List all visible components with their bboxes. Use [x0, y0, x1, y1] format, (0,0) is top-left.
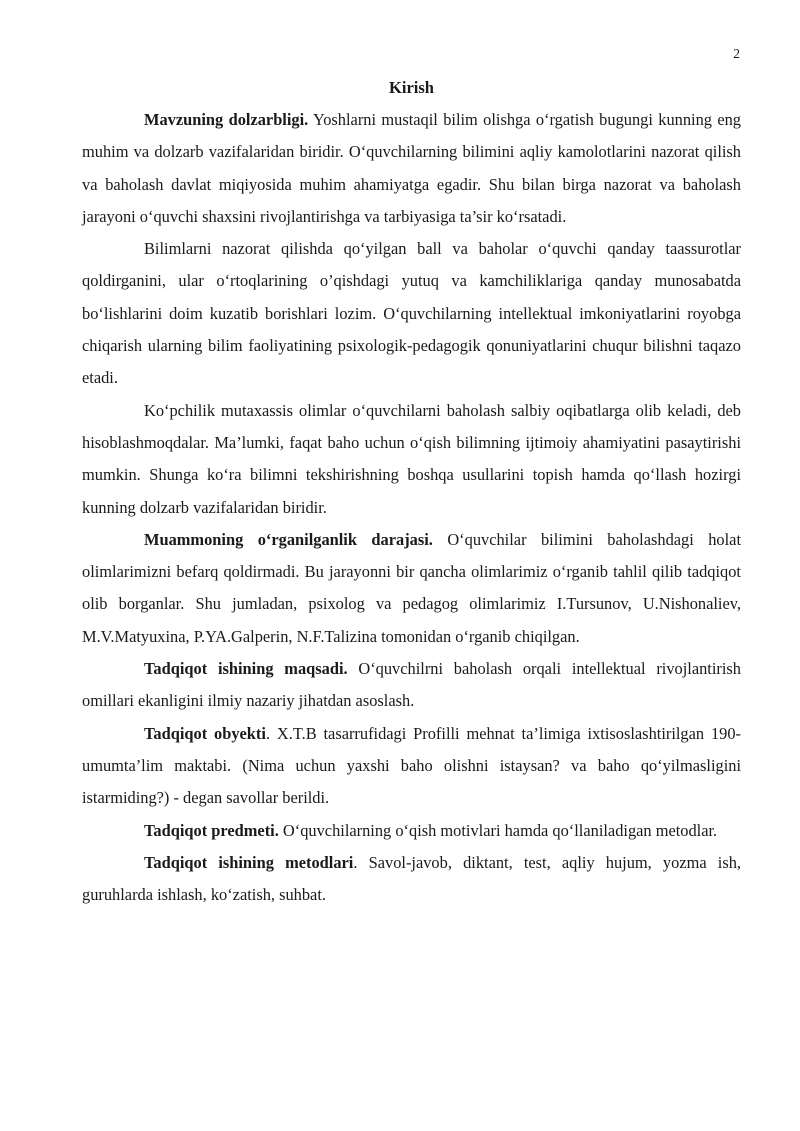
section-title: Kirish: [389, 78, 434, 97]
paragraph-relevance: [82, 104, 741, 233]
paragraph-subject: [82, 815, 741, 847]
paragraph-text: O‘quvchilar bilimini baholashdagi holat olimlarimizni befarq qoldirmadi. Bu jarayonni bir qancha olimlarimiz o‘rganib tahlil qilib tadqiqot olib borganlar. Shu jumladan, psixolog va pedagog olimlarimiz I.Tursunov, U.Nishonaliev, M.V.Matyuxina, P.YA.Galperin, N.F.Talizina tomonidan o‘rganib chiqilgan.: [82, 529, 742, 646]
paragraph-heading: Mavzuning dolzarbligi.: [144, 110, 309, 129]
paragraph-heading: Tadqiqot obyekti: [144, 723, 266, 743]
paragraph-heading: Tadqiqot ishining maqsadi.: [144, 659, 348, 679]
paragraph-text: . Savol-javob, diktant, test, aqliy hujum, yozma ish, guruhlarda ishlash, ko‘zatish, suhbat.: [82, 852, 742, 905]
paragraph-heading: Muammoning o‘rganilganlik darajasi.: [144, 529, 433, 549]
page-number: 2: [733, 46, 740, 61]
paragraph-object: [82, 718, 741, 815]
paragraph-heading: Tadqiqot ishining metodlari: [144, 852, 354, 872]
document-body: [82, 72, 741, 911]
paragraph-text: Yoshlarni mustaqil bilim olishga o‘rgatish bugungi kunning eng muhim va dolzarb vazifalaridan biridir. O‘quvchilarning bilimini aqliy kamolotlarini nazorat qilish va baholash davlat miqiyosida muhim ahamiyatga egadir. Shu bilan birga nazorat va baholash jarayoni o‘quvchi shaxsini rivojlantirishga va tarbiyasiga ta’sir ko‘rsatadi.: [82, 110, 742, 226]
paragraph-text: O‘quvchilrni baholash orqali intellektual rivojlantirish omillari ekanligini ilmiy nazariy jihatdan asoslash.: [82, 659, 742, 711]
paragraph-heading: Tadqiqot predmeti.: [144, 820, 279, 840]
paragraph-text: Bilimlarni nazorat qilishda qo‘yilgan ball va baholar o‘quvchi qanday taassurotlar qoldirganini, ular o‘rtoqlarining o’qishdagi yutuq va kamchiliklariga qanday munosabatda bo‘lishlarini doim kuzatib borishlari lozim. O‘quvchilarning intellektual imkoniyatlarini royobga chiqarish ularning bilim faoliyatining psixologik-pedagogik qonuniyatlarini chuqur bilishni taqazo etadi.: [82, 239, 741, 388]
paragraph-text: . X.T.B tasarrufidagi Profilli mehnat ta’limiga ixtisoslashtirilgan 190-umumta’lim maktabi. (Nima uchun yaxshi baho olishni istaysan? va baho qo‘yilmasligini istarmiding?) - degan savollar berildi.: [82, 723, 741, 808]
paragraph-problem-study: [82, 524, 741, 653]
paragraph-methods: [82, 847, 741, 912]
paragraph-assessment: [82, 233, 741, 394]
paragraph-goal: [82, 653, 741, 718]
paragraph-specialists: [82, 395, 741, 524]
paragraph-text: Ko‘pchilik mutaxassis olimlar o‘quvchilarni baholash salbiy oqibatlarga olib keladi, deb hisoblashmoqdalar. Ma’lumki, faqat baho uchun o‘qish bilimning ijtimoiy ahamiyatini pasaytirishi mumkin. Shunga ko‘ra bilimni tekshirishning boshqa usullarini topish hamda qo‘llash hozirgi kunning dolzarb vazifalaridan biridir.: [82, 400, 741, 517]
paragraph-text: O‘quvchilarning o‘qish motivlari hamda qo‘llaniladigan metodlar.: [278, 820, 718, 840]
